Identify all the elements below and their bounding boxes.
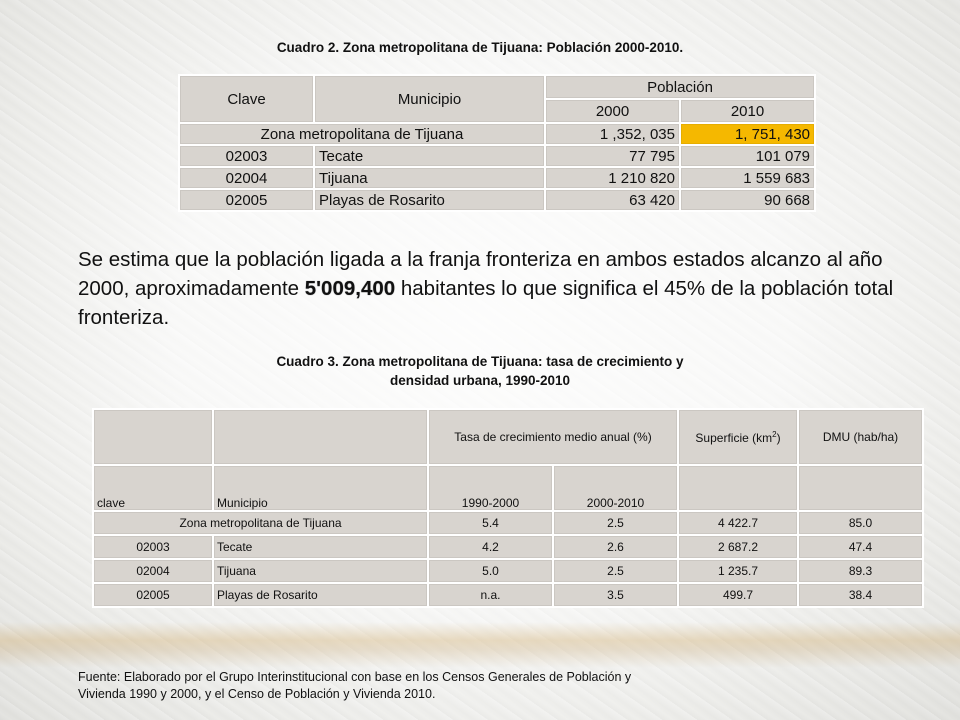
total-label: Zona metropolitana de Tijuana	[179, 123, 545, 145]
row-t1: 4.2	[428, 535, 553, 559]
header-empty-3	[678, 465, 798, 511]
header-clave: clave	[93, 465, 213, 511]
row-municipio: Tecate	[213, 535, 428, 559]
header-superficie: Superficie $(km^2)$	[678, 409, 798, 465]
header-dmu: DMU (hab/ha)	[798, 409, 923, 465]
header-municipio: Municipio	[314, 75, 545, 123]
table-row	[93, 559, 923, 583]
row-dmu: 38.4	[798, 583, 923, 607]
row-sup: 2 687.2	[678, 535, 798, 559]
header-period-2: 2000-2010	[553, 465, 678, 511]
row-municipio: Tijuana	[213, 559, 428, 583]
population-table	[178, 74, 816, 212]
total-t2: 2.5	[553, 511, 678, 535]
source-note	[78, 669, 758, 703]
table-row	[179, 189, 815, 211]
row-2010: 101 079	[680, 145, 815, 167]
header-2010: 2010	[680, 99, 815, 123]
total-2010: 1, 751, 430	[680, 123, 815, 145]
row-municipio: Playas de Rosarito	[213, 583, 428, 607]
paragraph-text-2: habitantes lo que significa el 45% de la población total fronteriza.	[78, 277, 894, 329]
total-label: Zona metropolitana de Tijuana	[93, 511, 428, 535]
header-municipio: Municipio	[213, 465, 428, 511]
row-2000: 77 795	[545, 145, 680, 167]
total-2000: 1 ,352, 035	[545, 123, 680, 145]
row-2010: 90 668	[680, 189, 815, 211]
paragraph-text-1: Se estima que la población ligada a la franja fronteriza en ambos estados alcanzo al año 2000, aproximadamente	[78, 248, 883, 300]
row-t1: n.a.	[428, 583, 553, 607]
row-dmu: 47.4	[798, 535, 923, 559]
body-paragraph	[78, 245, 918, 332]
row-t2: 2.6	[553, 535, 678, 559]
row-clave: 02003	[179, 145, 314, 167]
table-row-total	[179, 123, 815, 145]
row-t2: 3.5	[553, 583, 678, 607]
table-row	[93, 583, 923, 607]
table2-title-line1: Cuadro 3. Zona metropolitana de Tijuana: tasa de crecimiento y	[276, 354, 684, 369]
header-2000: 2000	[545, 99, 680, 123]
row-t2: 2.5	[553, 559, 678, 583]
row-clave: 02005	[93, 583, 213, 607]
table-row	[179, 145, 815, 167]
table2-title	[0, 352, 960, 390]
header-poblacion: Población	[545, 75, 815, 99]
row-dmu: 89.3	[798, 559, 923, 583]
header-period-1: 1990-2000	[428, 465, 553, 511]
table-row-total	[93, 511, 923, 535]
header-tasa: Tasa de crecimiento medio anual (%)	[428, 409, 678, 465]
paragraph-emphasis: 5'009,400	[304, 277, 396, 300]
background-band	[0, 622, 960, 668]
table-row	[179, 167, 815, 189]
growth-density-table	[92, 408, 924, 608]
source-line-1: Fuente: Elaborado por el Grupo Interinstitucional con base en los Censos Generales de Población y	[78, 670, 632, 684]
row-clave: 02005	[179, 189, 314, 211]
row-2000: 63 420	[545, 189, 680, 211]
header-empty-1	[93, 409, 213, 465]
row-sup: 499.7	[678, 583, 798, 607]
row-municipio: Playas de Rosarito	[314, 189, 545, 211]
row-municipio: Tijuana	[314, 167, 545, 189]
row-2010: 1 559 683	[680, 167, 815, 189]
row-clave: 02004	[179, 167, 314, 189]
table1-title: Cuadro 2. Zona metropolitana de Tijuana: Población 2000-2010.	[276, 40, 684, 55]
row-clave: 02004	[93, 559, 213, 583]
row-2000: 1 210 820	[545, 167, 680, 189]
table2-title-line2: densidad urbana, 1990-2010	[389, 373, 571, 388]
header-empty-4	[798, 465, 923, 511]
total-sup: 4 422.7	[678, 511, 798, 535]
table-row	[93, 535, 923, 559]
header-clave: Clave	[179, 75, 314, 123]
source-line-2: Vivienda 1990 y 2000, y el Censo de Población y Vivienda 2010.	[78, 687, 436, 701]
row-municipio: Tecate	[314, 145, 545, 167]
header-empty-2	[213, 409, 428, 465]
total-dmu: 85.0	[798, 511, 923, 535]
row-clave: 02003	[93, 535, 213, 559]
total-t1: 5.4	[428, 511, 553, 535]
row-t1: 5.0	[428, 559, 553, 583]
row-sup: 1 235.7	[678, 559, 798, 583]
